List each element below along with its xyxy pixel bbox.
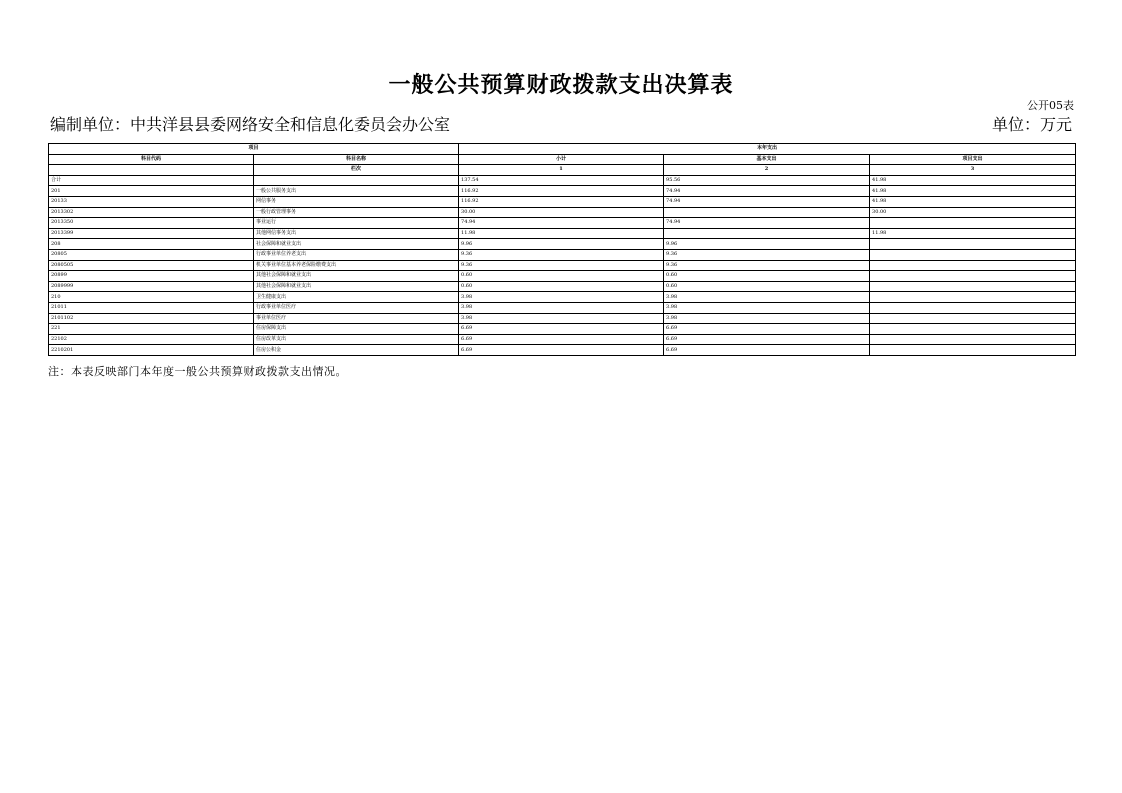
cell-subtotal: 9.36 <box>459 249 664 260</box>
cell-project: 41.98 <box>870 196 1076 207</box>
table-row <box>49 218 1076 229</box>
form-number: 公开05表 <box>1027 99 1074 112</box>
index-row <box>49 165 1076 176</box>
cell-basic: 6.69 <box>664 334 870 345</box>
cell-project <box>870 324 1076 335</box>
table-row <box>49 175 1076 186</box>
cell-name: 其他网信事务支出 <box>254 228 459 239</box>
index-label: 栏次 <box>254 165 459 176</box>
cell-basic: 9.36 <box>664 260 870 271</box>
cell-project <box>870 218 1076 229</box>
cell-basic: 0.60 <box>664 271 870 282</box>
index-col-2: 2 <box>664 165 870 176</box>
cell-project <box>870 271 1076 282</box>
cell-project <box>870 345 1076 356</box>
cell-code: 201 <box>49 186 254 197</box>
cell-code: 22102 <box>49 334 254 345</box>
cell-basic: 95.56 <box>664 175 870 186</box>
cell-code: 2080505 <box>49 260 254 271</box>
cell-subtotal: 0.60 <box>459 281 664 292</box>
table-row <box>49 281 1076 292</box>
cell-project: 41.98 <box>870 186 1076 197</box>
cell-subtotal: 9.96 <box>459 239 664 250</box>
cell-basic <box>664 228 870 239</box>
table-row <box>49 313 1076 324</box>
cell-code: 208 <box>49 239 254 250</box>
cell-code: 20899 <box>49 271 254 282</box>
cell-project: 30.00 <box>870 207 1076 218</box>
cell-project: 11.98 <box>870 228 1076 239</box>
group-header-row <box>49 144 1076 155</box>
cell-project <box>870 313 1076 324</box>
cell-name: 卫生健康支出 <box>254 292 459 303</box>
cell-subtotal: 116.92 <box>459 196 664 207</box>
cell-project <box>870 249 1076 260</box>
cell-name <box>254 175 459 186</box>
cell-basic: 0.60 <box>664 281 870 292</box>
cell-name: 其他社会保障和就业支出 <box>254 271 459 282</box>
cell-code: 210 <box>49 292 254 303</box>
cell-basic: 9.96 <box>664 239 870 250</box>
cell-subtotal: 6.69 <box>459 324 664 335</box>
table-row <box>49 207 1076 218</box>
cell-basic: 74.94 <box>664 218 870 229</box>
cell-name: 其他社会保障和就业支出 <box>254 281 459 292</box>
cell-name: 行政事业单位医疗 <box>254 302 459 313</box>
table-row <box>49 334 1076 345</box>
cell-name: 一般行政管理事务 <box>254 207 459 218</box>
cell-code: 20805 <box>49 249 254 260</box>
cell-name: 社会保障和就业支出 <box>254 239 459 250</box>
cell-basic: 74.94 <box>664 196 870 207</box>
table-row <box>49 324 1076 335</box>
cell-subtotal: 3.98 <box>459 292 664 303</box>
cell-subtotal: 6.69 <box>459 334 664 345</box>
index-col-1: 1 <box>459 165 664 176</box>
cell-basic: 9.36 <box>664 249 870 260</box>
cell-subtotal: 116.92 <box>459 186 664 197</box>
header-code: 科目代码 <box>49 154 254 165</box>
cell-subtotal: 3.98 <box>459 313 664 324</box>
cell-subtotal: 137.54 <box>459 175 664 186</box>
cell-code: 21011 <box>49 302 254 313</box>
cell-project <box>870 334 1076 345</box>
cell-name: 行政事业单位养老支出 <box>254 249 459 260</box>
header-name: 科目名称 <box>254 154 459 165</box>
cell-project <box>870 292 1076 303</box>
cell-name: 住房保障支出 <box>254 324 459 335</box>
table-row <box>49 292 1076 303</box>
header-actual-group: 本年支出 <box>459 144 1076 155</box>
cell-code: 2013350 <box>49 218 254 229</box>
cell-basic: 3.98 <box>664 292 870 303</box>
cell-subtotal: 6.69 <box>459 345 664 356</box>
table-row <box>49 228 1076 239</box>
header-project: 项目支出 <box>870 154 1076 165</box>
table-row <box>49 345 1076 356</box>
header-subtotal: 小计 <box>459 154 664 165</box>
table-row <box>49 302 1076 313</box>
cell-code: 20133 <box>49 196 254 207</box>
cell-name: 事业单位医疗 <box>254 313 459 324</box>
table-row <box>49 186 1076 197</box>
cell-subtotal: 9.36 <box>459 260 664 271</box>
cell-subtotal: 30.00 <box>459 207 664 218</box>
cell-code: 221 <box>49 324 254 335</box>
column-header-row <box>49 154 1076 165</box>
table-row <box>49 196 1076 207</box>
footnote: 注：本表反映部门本年度一般公共预算财政拨款支出情况。 <box>48 365 347 378</box>
cell-basic: 3.98 <box>664 302 870 313</box>
header-basic: 基本支出 <box>664 154 870 165</box>
cell-project <box>870 239 1076 250</box>
cell-code: 2210201 <box>49 345 254 356</box>
cell-code: 2013302 <box>49 207 254 218</box>
table-row <box>49 239 1076 250</box>
cell-name: 网信事务 <box>254 196 459 207</box>
cell-project <box>870 260 1076 271</box>
cell-name: 事业运行 <box>254 218 459 229</box>
cell-project <box>870 302 1076 313</box>
cell-project: 41.98 <box>870 175 1076 186</box>
cell-code: 合计 <box>49 175 254 186</box>
cell-name: 住房改革支出 <box>254 334 459 345</box>
compiling-unit: 编制单位：中共洋县县委网络安全和信息化委员会办公室 <box>50 115 451 134</box>
table-row <box>49 249 1076 260</box>
cell-basic <box>664 207 870 218</box>
cell-basic: 6.69 <box>664 345 870 356</box>
currency-unit: 单位：万元 <box>991 115 1072 134</box>
cell-code: 2089999 <box>49 281 254 292</box>
cell-subtotal: 74.94 <box>459 218 664 229</box>
page-title: 一般公共预算财政拨款支出决算表 <box>388 72 734 98</box>
cell-project <box>870 281 1076 292</box>
table-row <box>49 260 1076 271</box>
cell-code: 2013399 <box>49 228 254 239</box>
cell-name: 一般公共服务支出 <box>254 186 459 197</box>
cell-name: 机关事业单位基本养老保险缴费支出 <box>254 260 459 271</box>
cell-basic: 74.94 <box>664 186 870 197</box>
cell-basic: 3.98 <box>664 313 870 324</box>
cell-name: 住房公积金 <box>254 345 459 356</box>
cell-subtotal: 3.98 <box>459 302 664 313</box>
cell-basic: 6.69 <box>664 324 870 335</box>
cell-code: 2101102 <box>49 313 254 324</box>
cell-subtotal: 11.98 <box>459 228 664 239</box>
index-col-3: 3 <box>870 165 1076 176</box>
table-row <box>49 271 1076 282</box>
expenditure-table <box>48 143 1076 356</box>
index-blank <box>49 165 254 176</box>
header-item-group: 项目 <box>49 144 459 155</box>
cell-subtotal: 0.60 <box>459 271 664 282</box>
